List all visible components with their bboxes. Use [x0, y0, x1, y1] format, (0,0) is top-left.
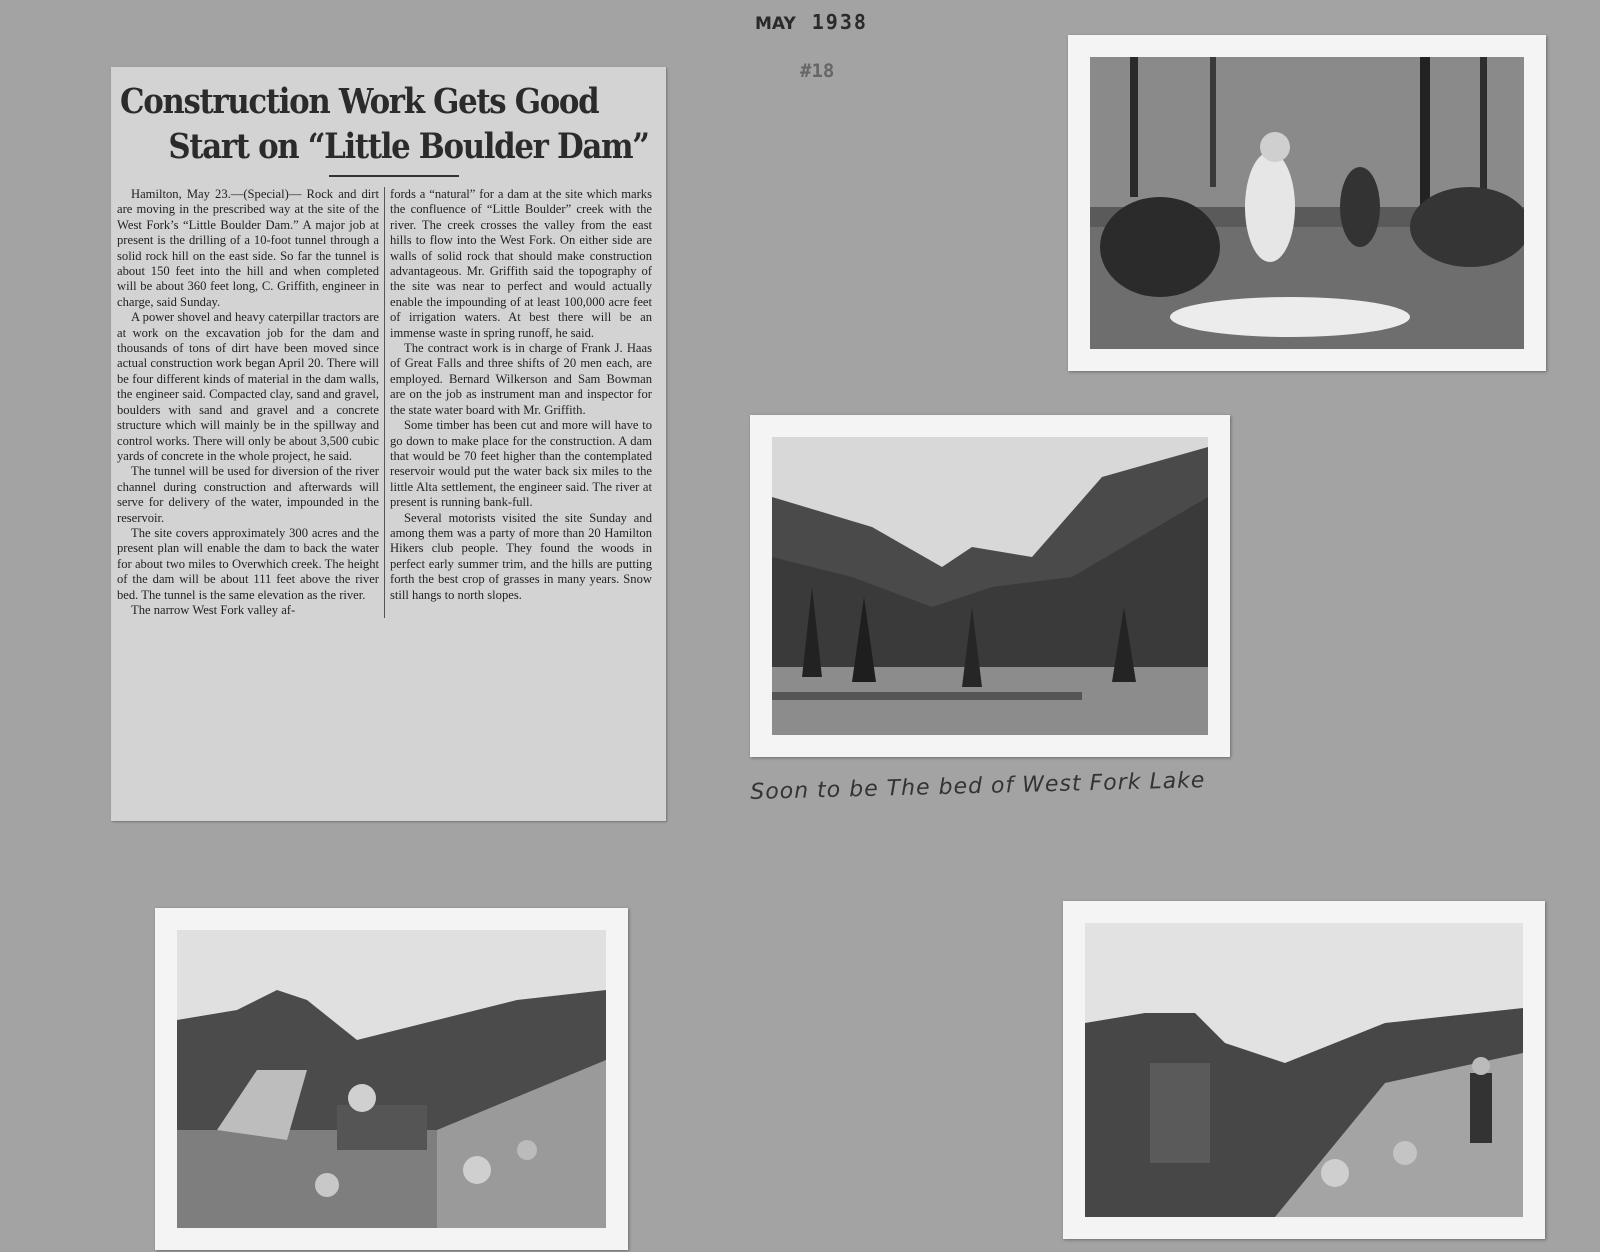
album-date: [755, 10, 868, 34]
handwritten-caption: Soon to be The bed of West Fork Lake: [750, 768, 1206, 805]
paragraph: Hamilton, May 23.—(Special)— Rock and dirt are moving in the prescribed way at the site of the West Fork’s “Little Boulder Dam.” A major job at present is the drilling of a 10-foot tunnel through a solid rock hill on the east side. So far the tunnel is about 150 feet into the hill and when completed will be about 360 feet long, C. Griffith, engineer in charge, said Sunday.: [117, 187, 379, 309]
construction-scene-image-2: [1085, 923, 1523, 1217]
paragraph: The tunnel will be used for diversion of the river channel during construction and afterwards will serve for delivery of the water, impounded in the reservoir.: [117, 464, 379, 525]
headline-rule: [329, 175, 459, 177]
construction-scene-image-1: [177, 930, 606, 1228]
column-divider: [384, 187, 385, 618]
photo-valley: [750, 415, 1230, 757]
article-headline: [120, 79, 649, 169]
paragraph: Several motorists visited the site Sunday and among them was a party of more than 20 Hamilton Hikers club people. They found the woods in perfect early summer trim, and the hills are putting forth the best crop of grasses in many years. Snow still hangs to north slopes.: [390, 510, 652, 602]
paragraph: A power shovel and heavy caterpillar tractors are at work on the excavation job for the dam and thousands of tons of dirt have been moved since actual construction work began April 20. There will be four different kinds of material in the dam walls, the engineer said. Compacted clay, sand and gravel, boulders with sand and gravel and a concrete structure which will mainly be in the spillway and control works. There will only be about 3,500 cubic yards of concrete in the whole project, he said.: [117, 310, 379, 463]
paragraph: The narrow West Fork valley af-: [131, 602, 296, 617]
photo-dump-truck-and-tractor: [155, 908, 628, 1250]
photo-picnic-in-woods: [1068, 35, 1546, 371]
headline-line-2: Start on “Little Boulder Dam”: [168, 126, 649, 167]
newspaper-clipping: [111, 67, 666, 821]
date-month: MAY: [755, 14, 796, 34]
headline-line-1: Construction Work Gets Good: [120, 81, 599, 122]
album-page-number: #18: [800, 60, 835, 82]
article-body: [117, 187, 660, 618]
paragraph: The site covers approximately 300 acres and the present plan will enable the dam to back the water for about two miles to Overwhich creek. The height of the dam will be about 111 feet above the river bed. The tunnel is the same elevation as the river.: [117, 525, 379, 602]
date-year: 1938: [811, 10, 868, 34]
picnic-scene-image: [1090, 57, 1524, 349]
paragraph: The contract work is in charge of Frank J. Haas of Great Falls and three shifts of 20 men each, are employed. Bernard Wilkerson and Sam Bowman are on the job as instrument man and inspector for the state water board with Mr. Griffith.: [390, 341, 652, 417]
valley-scene-image: [772, 437, 1208, 735]
article-column-right: [390, 187, 652, 618]
article-column-left: [117, 187, 379, 618]
photo-construction-crew: [1063, 901, 1545, 1239]
paragraph: fords a “natural” for a dam at the site which marks the confluence of “Little Boulder” creek with the river. The creek crosses the valley from the east hills to flow into the West Fork. On either side are walls of solid rock that should make construction advantageous. Mr. Griffith said the topography of the site was near to perfect and would actually enable the impounding of at least 100,000 acre feet of irrigation waters. At best there will be an immense waste in spring runoff, he said.: [390, 187, 652, 340]
paragraph: Some timber has been cut and more will have to go down to make place for the construction. A dam that would be 70 feet higher than the contemplated reservoir would put the water back six miles to the little Alta settlement, the engineer said. The river at present is running bank-full.: [390, 418, 652, 510]
